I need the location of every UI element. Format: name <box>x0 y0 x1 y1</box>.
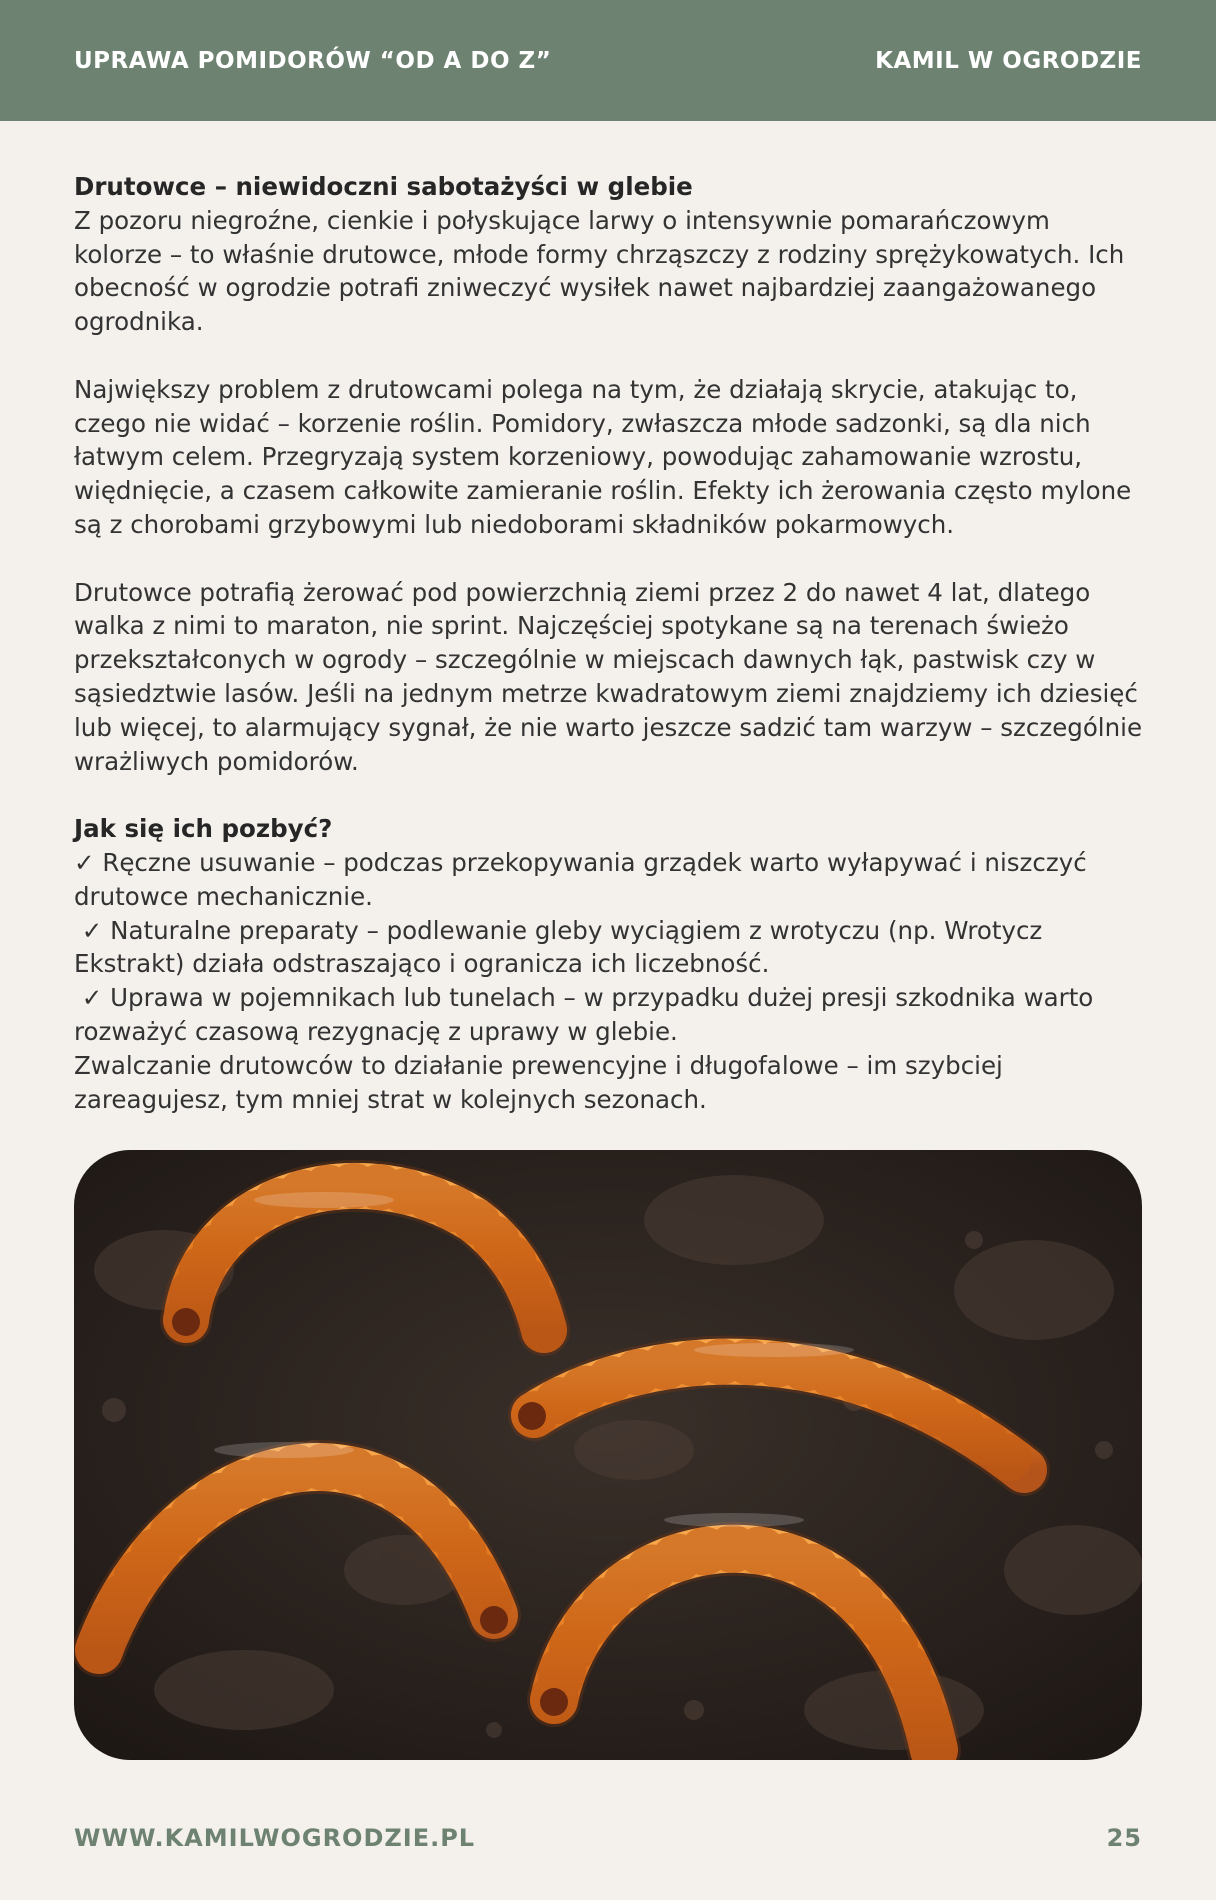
checkmark-icon: ✓ <box>81 983 103 1013</box>
tip-text: Uprawa w pojemnikach lub tunelach – w przypadku dużej presji szkodnika warto rozważyć czasową rezygnację z uprawy w glebie. <box>74 983 1094 1046</box>
paragraph-problem: Największy problem z drutowcami polega na tym, że działają skrycie, atakując to, czego nie widać – korzenie roślin. Pomidory, zwłaszcza młode sadzonki, są dla nich łatwym celem. Przegryzają system korzeniowy, powodując zahamowanie wzrostu, więdnięcie, a czasem całkowite zamieranie roślin. Efekty ich żerowania często mylone są z chorobami grzybowymi lub niedoborami składników pokarmowych. <box>74 374 1132 539</box>
checkmark-icon: ✓ <box>81 915 103 945</box>
tip-text: Naturalne preparaty – podlewanie gleby wyciągiem z wrotyczu (np. Wrotycz Ekstrakt) działa odstraszająco i ogranicza ich liczebność. <box>74 915 1043 979</box>
website-link[interactable]: WWW.KAMILWOGRODZIE.PL <box>74 1824 476 1852</box>
wireworm-photo <box>74 1150 1142 1760</box>
paragraph-closing: Zwalczanie drutowców to działanie prewencyjne i długofalowe – im szybciej zareagujesz, tym mniej strat w kolejnych sezonach. <box>74 1050 1003 1114</box>
article-body <box>74 170 1144 1116</box>
tip-item <box>74 846 1144 914</box>
paragraph-lifecycle: Drutowce potrafią żerować pod powierzchnią ziemi przez 2 do nawet 4 lat, dlatego walka z nimi to maraton, nie sprint. Najczęściej spotykane są na terenach świeżo przekształconych w ogrody – szczególnie w miejscach dawnych łąk, pastwisk czy w sąsiedztwie lasów. Jeśli na jednym metrze kwadratowym ziemi znajdziemy ich dziesięć lub więcej, to alarmujący sygnał, że nie warto jeszcze sadzić tam warzyw – szczególnie wrażliwych pomidorów. <box>74 577 1143 776</box>
section-subheading: Jak się ich pozbyć? <box>74 814 333 844</box>
tip-text: Ręczne usuwanie – podczas przekopywania grządek warto wyłapywać i niszczyć drutowce mechanicznie. <box>74 847 1087 911</box>
tip-item <box>74 914 1144 982</box>
page-footer <box>74 1820 1142 1856</box>
page-number: 25 <box>1106 1824 1142 1852</box>
article-heading: Drutowce – niewidoczni sabotażyści w glebie <box>74 172 693 201</box>
tip-item <box>74 981 1144 1049</box>
author-brand: KAMIL W OGRODZIE <box>875 47 1142 74</box>
wireworms-in-soil-illustration <box>74 1150 1142 1760</box>
checkmark-icon: ✓ <box>74 847 95 877</box>
page-header <box>0 0 1216 121</box>
book-title: UPRAWA POMIDORÓW “OD A DO Z” <box>74 47 552 74</box>
paragraph-intro: Z pozoru niegroźne, cienkie i połyskujące larwy o intensywnie pomarańczowym kolorze – to właśnie drutowce, młode formy chrząszczy z rodziny sprężykowatych. Ich obecność w ogrodzie potrafi zniweczyć wysiłek nawet najbardziej zaangażowanego ogrodnika. <box>74 205 1125 337</box>
